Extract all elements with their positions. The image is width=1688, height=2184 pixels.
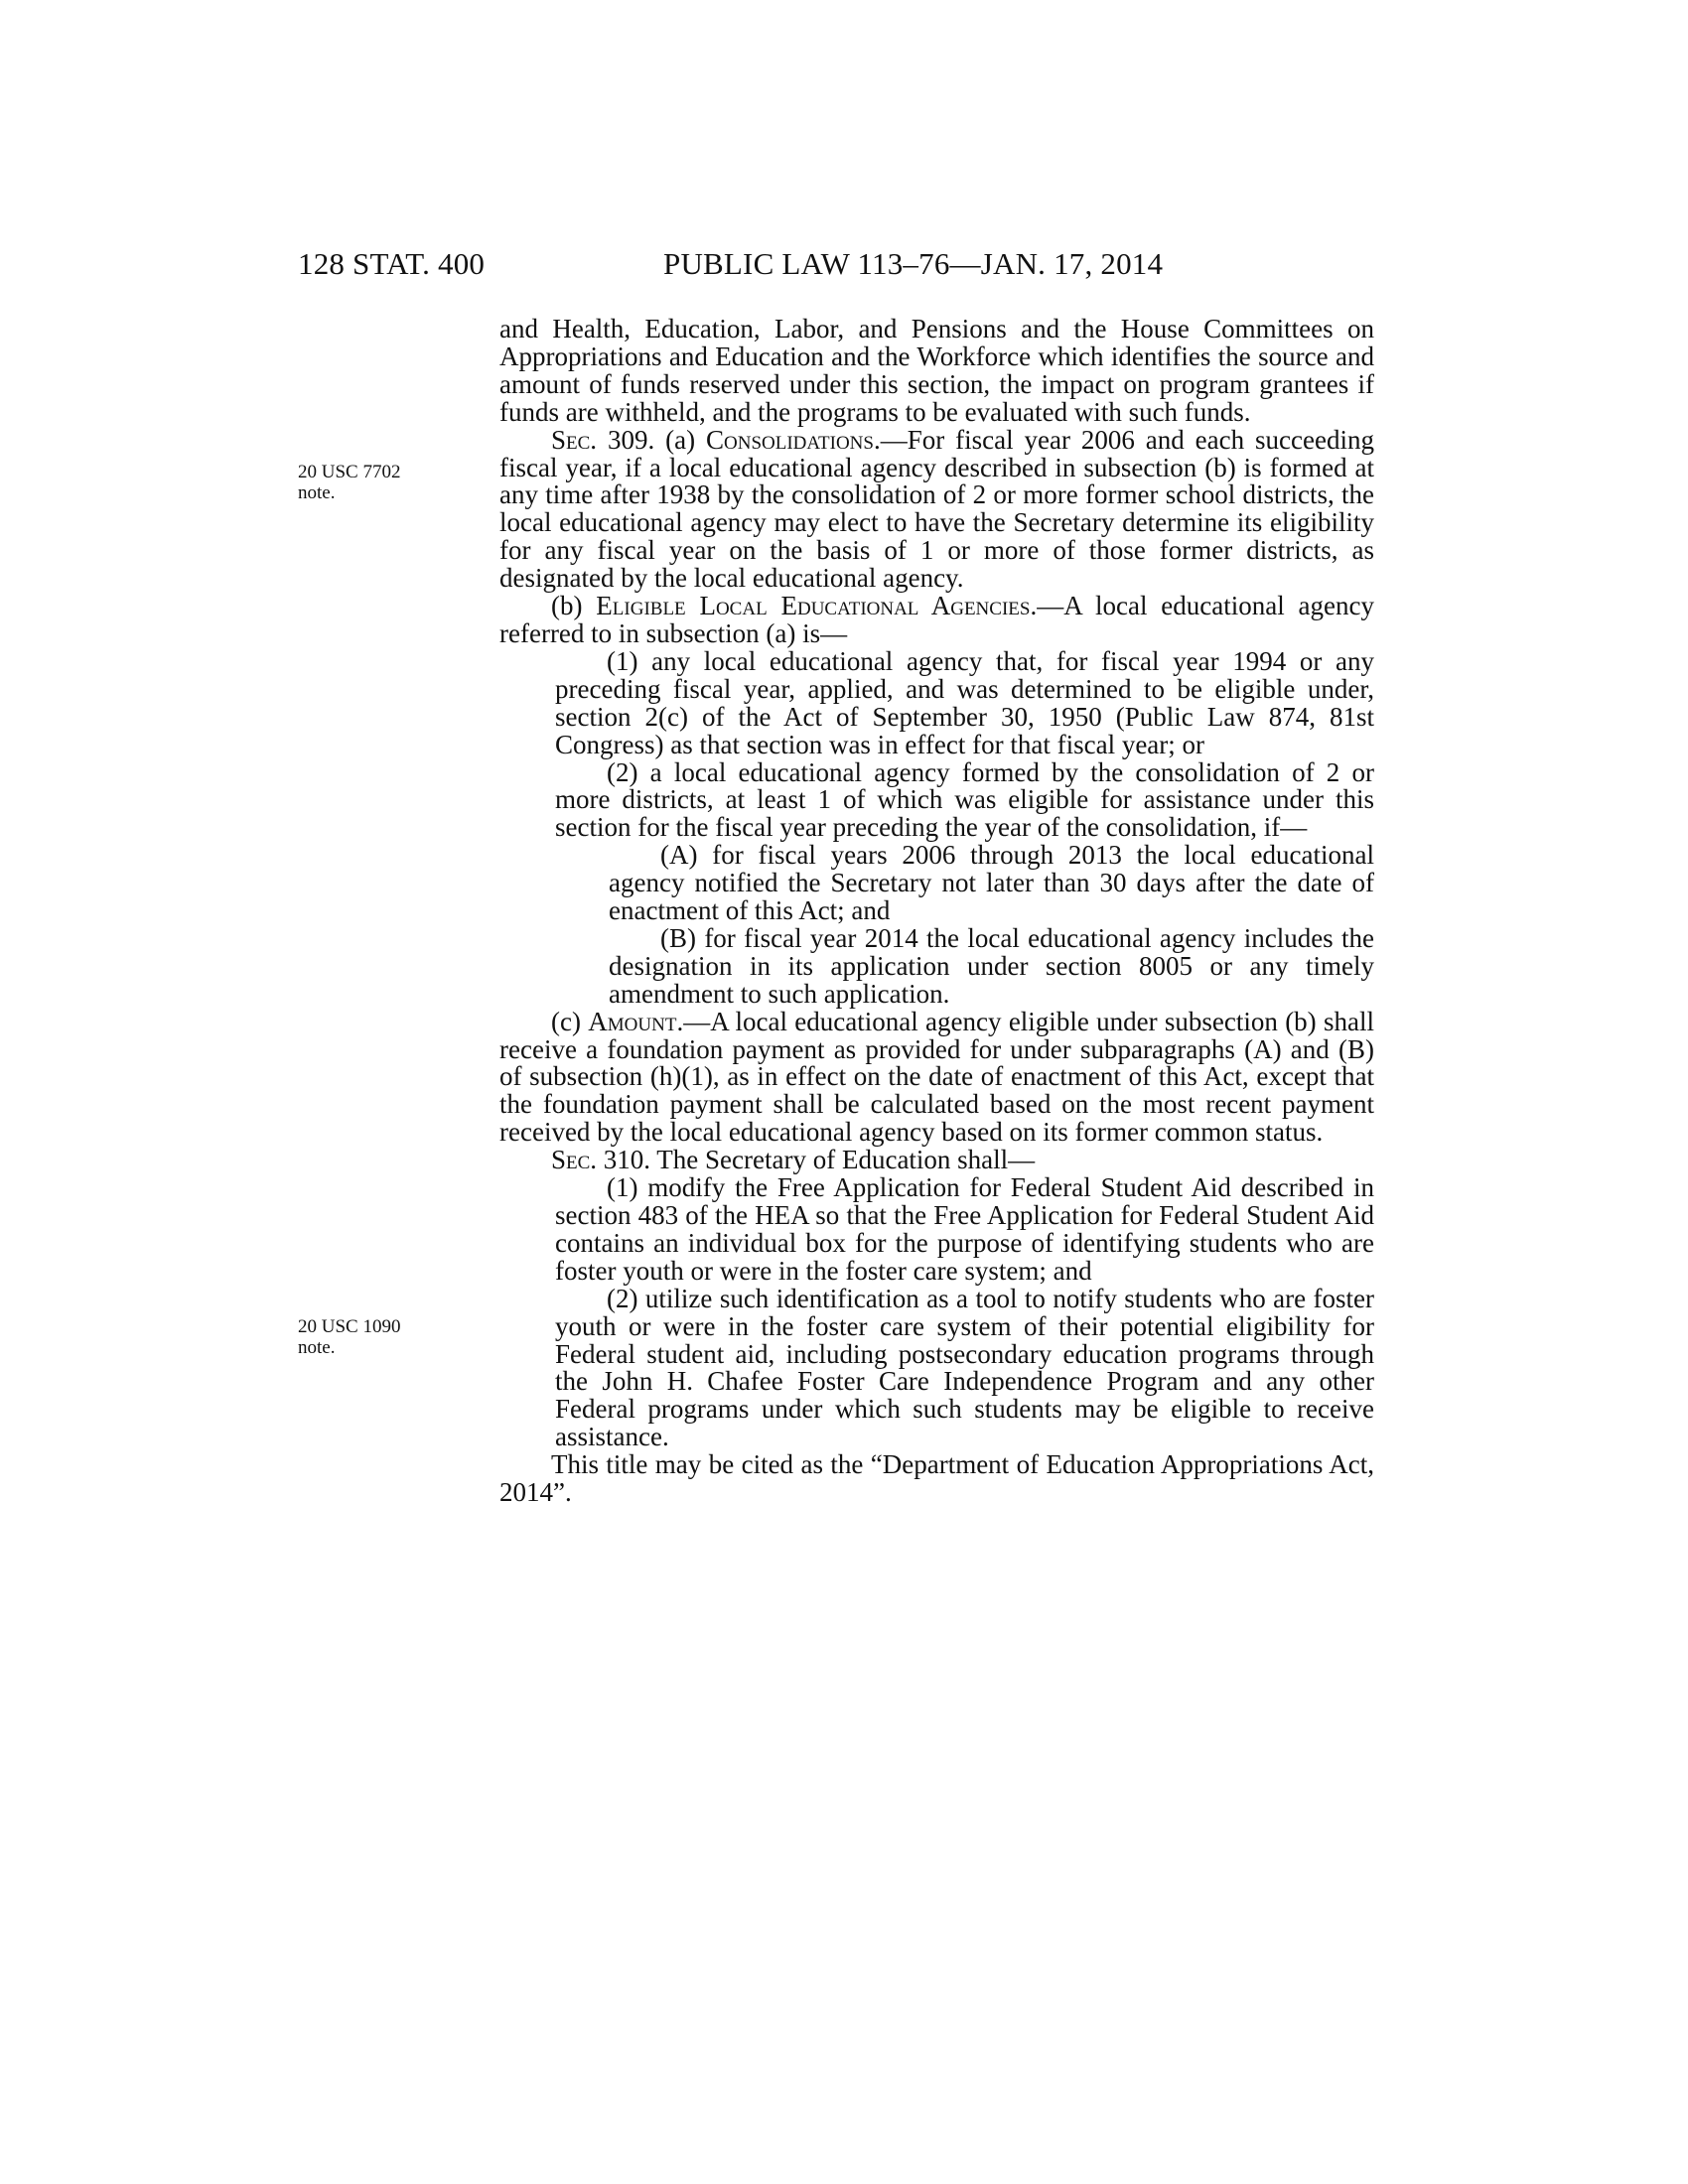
section-label: Sec.	[551, 1145, 598, 1175]
margin-note-suffix: note.	[298, 482, 336, 503]
paragraph-310-2: (2) utilize such identification as a tool to notify students who are foster youth or were in the foster care system of their potential eligibility for Federal student aid, including postsecondary education programs through the John H. Chafee Foster Care Independence Program and any other Federal programs under which such students may be eligible to receive assistance.	[555, 1283, 1374, 1452]
short-title-paragraph: This title may be cited as the “Department of Education Appropriations Act, 2014”.	[499, 1449, 1374, 1508]
subsection-c-paragraph	[499, 1006, 1374, 1148]
continuation-paragraph: and Health, Education, Labor, and Pensions and the House Committees on Appropriations and Education and the Workforce which identifies the source and amount of funds reserved under this section, the impact on program grantees if funds are withheld, and the programs to be evaluated with such funds.	[499, 314, 1374, 427]
section-309-a-paragraph	[499, 424, 1374, 594]
margin-note-20-usc-7702	[298, 462, 477, 503]
section-text: 310. The Secretary of Education shall—	[597, 1145, 1036, 1175]
statute-body	[499, 316, 1374, 1507]
section-label: Sec.	[551, 424, 598, 455]
subsection-b-paragraph	[499, 593, 1374, 648]
section-310-paragraph	[499, 1147, 1374, 1174]
subsection-prefix: (c)	[551, 1006, 589, 1036]
subsection-heading: Consolidations	[706, 424, 874, 455]
subsection-text: .—A local educational agency eligible under subsection (b) shall receive a foundation payment as provided for under subparagraphs (A) and (B) of subsection (h)(1), as in effect on the date of enactment of this Act, except that the foundation payment shall be calculated based on the most recent payment received by the local educational agency based on its former common status.	[499, 1006, 1374, 1148]
margin-note-suffix: note.	[298, 1337, 336, 1358]
subsection-heading: Eligible Local Educational Agencies	[596, 591, 1031, 621]
section-number: 309. (a)	[597, 424, 706, 455]
subsection-text: .—For fiscal year 2006 and each succeeding fiscal year, if a local educational agency described in subsection (b) is formed at any time after 1938 by the consolidation of 2 or more former school districts, the local educational agency may elect to have the Secretary determine its eligibility for any fiscal year on the basis of 1 or more of those former districts, as designated by the local educational agency.	[499, 424, 1374, 594]
paragraph-b-1: (1) any local educational agency that, for fiscal year 1994 or any preceding fiscal year, applied, and was determined to be eligible under, section 2(c) of the Act of September 30, 1950 (Public Law 874, 81st Congress) as that section was in effect for that fiscal year; or	[555, 645, 1374, 759]
running-header	[298, 246, 1374, 286]
margin-note-citation: 20 USC 7702	[298, 462, 401, 482]
paragraph-b-2: (2) a local educational agency formed by the consolidation of 2 or more districts, at least 1 of which was eligible for assistance under this section for the fiscal year preceding the year of the consolidation, if—	[555, 756, 1374, 843]
public-law-title: PUBLIC LAW 113–76—JAN. 17, 2014	[663, 246, 1164, 281]
paragraph-310-1: (1) modify the Free Application for Federal Student Aid described in section 483 of the HEA so that the Free Application for Federal Student Aid contains an individual box for the purpose of identifying students who are foster youth or were in the foster care system; and	[555, 1172, 1374, 1286]
subsection-text: .—A local educational agency referred to in subsection (a) is—	[499, 591, 1374, 648]
margin-note-citation: 20 USC 1090	[298, 1316, 401, 1337]
stat-page-number: 128 STAT. 400	[298, 246, 486, 281]
subsection-prefix: (b)	[551, 591, 597, 621]
subparagraph-b-2-B: (B) for fiscal year 2014 the local educational agency includes the designation in its application under section 8005 or any timely amendment to such application.	[609, 922, 1374, 1009]
margin-note-20-usc-1090	[298, 1316, 477, 1358]
subsection-heading: Amount	[588, 1006, 677, 1036]
subparagraph-b-2-A: (A) for fiscal years 2006 through 2013 the local educational agency notified the Secretary not later than 30 days after the date of enactment of this Act; and	[609, 840, 1374, 926]
